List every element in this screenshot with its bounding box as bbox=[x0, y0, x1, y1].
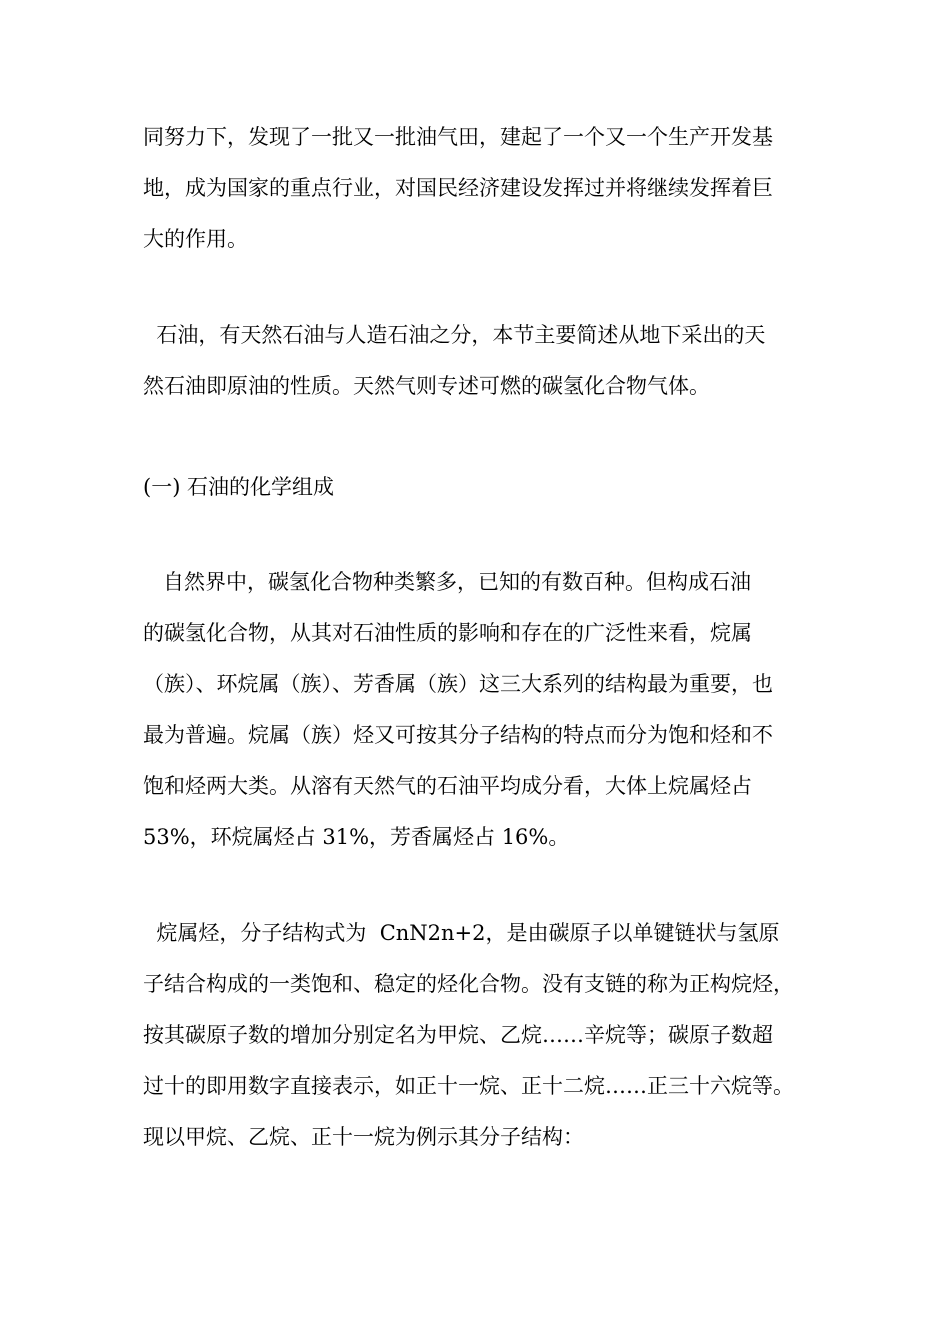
text-line: 按其碳原子数的增加分别定名为甲烷、乙烷……辛烷等；碳原子数超 bbox=[143, 1023, 773, 1047]
text-line: 最为普遍。烷属（族）烃又可按其分子结构的特点而分为饱和烃和不 bbox=[143, 723, 773, 747]
text-line: 过十的即用数字直接表示，如正十一烷、正十二烷……正三十六烷等。 bbox=[143, 1074, 794, 1098]
paragraph-alkanes bbox=[143, 908, 811, 1163]
text-line: 烷属烃，分子结构式为 CnN2n+2，是由碳原子以单键链状与氢原 bbox=[143, 921, 780, 945]
text-line: 53%，环烷属烃占 31%，芳香属烃占 16%。 bbox=[143, 825, 570, 849]
paragraph-hydrocarbon-composition bbox=[143, 557, 811, 863]
text-line: 现以甲烷、乙烷、正十一烷为例示其分子结构： bbox=[143, 1125, 584, 1149]
text-line: 大的作用。 bbox=[143, 227, 248, 251]
text-line: 同努力下，发现了一批又一批油气田，建起了一个又一个生产开发基 bbox=[143, 125, 773, 149]
text-line: 然石油即原油的性质。天然气则专述可燃的碳氢化合物气体。 bbox=[143, 374, 710, 398]
paragraph-oil-types bbox=[143, 310, 811, 412]
paragraph-oil-industry-role bbox=[143, 112, 811, 265]
text-line: （族）、环烷属（族）、芳香属（族）这三大系列的结构最为重要，也 bbox=[143, 672, 773, 696]
text-line: 饱和烃两大类。从溶有天然气的石油平均成分看，大体上烷属烃占 bbox=[143, 774, 752, 798]
text-line: 自然界中，碳氢化合物种类繁多，已知的有数百种。但构成石油 bbox=[143, 570, 752, 594]
text-line: 子结合构成的一类饱和、稳定的烃化合物。没有支链的称为正构烷烃， bbox=[143, 972, 794, 996]
text-line: 地，成为国家的重点行业，对国民经济建设发挥过并将继续发挥着巨 bbox=[143, 176, 773, 200]
section-heading bbox=[143, 462, 811, 513]
text-line: 的碳氢化合物，从其对石油性质的影响和存在的广泛性来看，烷属 bbox=[143, 621, 752, 645]
section-title: (一) 石油的化学组成 bbox=[143, 475, 335, 499]
text-line: 石油，有天然石油与人造石油之分，本节主要简述从地下采出的天 bbox=[143, 323, 766, 347]
